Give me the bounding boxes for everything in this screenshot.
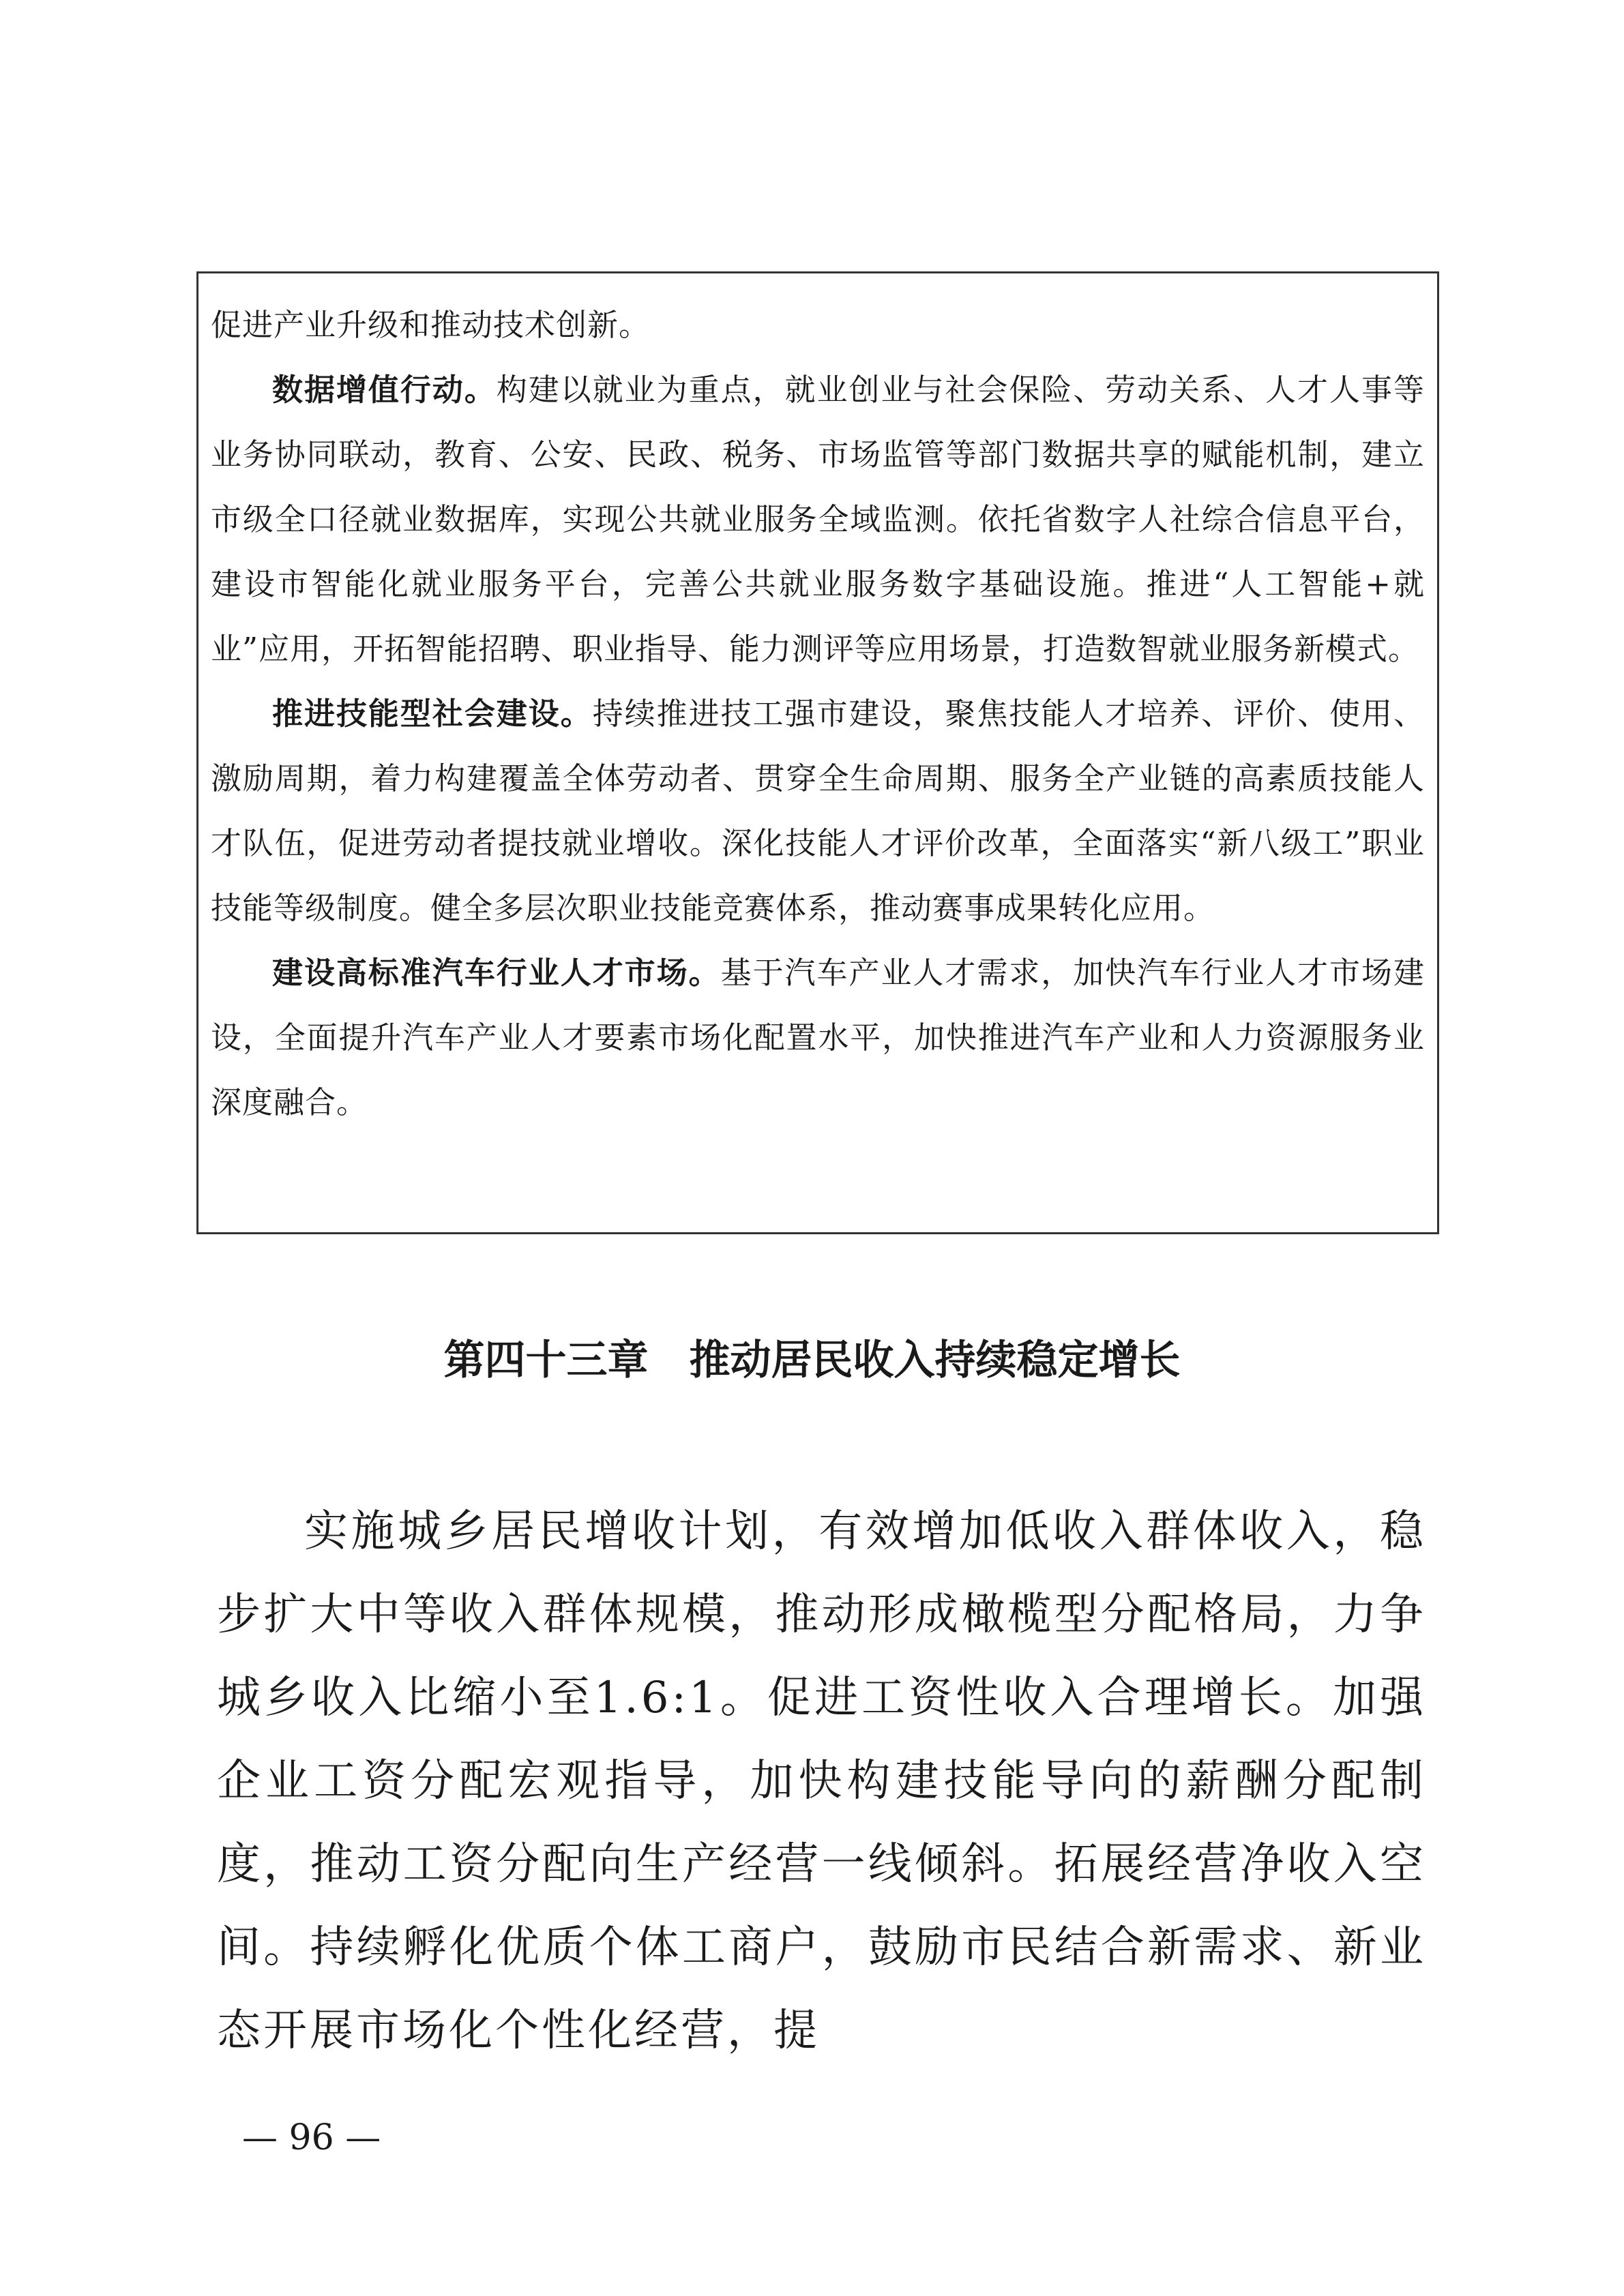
box-paragraph-4 (211, 940, 1425, 1135)
box-paragraph-2-lead: 数据增值行动。 (272, 372, 497, 408)
box-paragraph-3 (211, 681, 1425, 940)
box-paragraph-3-text: 持续推进技工强市建设，聚焦技能人才培养、评价、使用、激励周期，着力构建覆盖全体劳动者、贯穿全生命周期、服务全产业链的高素质技能人才队伍，促进劳动者提技就业增收。深化技能人才评价改革，全面落实“新八级工”职业技能等级制度。健全多层次职业技能竞赛体系，推动赛事成果转化应用。 (211, 696, 1425, 926)
box-paragraph-2 (211, 357, 1425, 681)
box-paragraph-1-text: 促进产业升级和推动技术创新。 (211, 307, 651, 343)
boxed-text-panel (196, 271, 1439, 1234)
box-paragraph-1 (211, 293, 1425, 357)
box-paragraph-2-text: 构建以就业为重点，就业创业与社会保险、劳动关系、人才人事等业务协同联动，教育、公安、民政、税务、市场监管等部门数据共享的赋能机制，建立市级全口径就业数据库，实现公共就业服务全域监测。依托省数字人社综合信息平台，建设市智能化就业服务平台，完善公共就业服务数字基础设施。推进“人工智能+就业”应用，开拓智能招聘、职业指导、能力测评等应用场景，打造数智就业服务新模式。 (211, 372, 1425, 667)
box-paragraph-4-text: 基于汽车产业人才需求，加快汽车行业人才市场建设，全面提升汽车产业人才要素市场化配置水平，加快推进汽车产业和人力资源服务业深度融合。 (211, 955, 1425, 1120)
page-number: — 96 — (242, 2117, 381, 2158)
body-paragraph: 实施城乡居民增收计划，有效增加低收入群体收入，稳步扩大中等收入群体规模，推动形成橄榄型分配格局，力争城乡收入比缩小至1.6:1。促进工资性收入合理增长。加强企业工资分配宏观指导，加快构建技能导向的薪酬分配制度，推动工资分配向生产经营一线倾斜。拓展经营净收入空间。持续孵化优质个体工商户，鼓励市民结合新需求、新业态开展市场化个性化经营，提 (217, 1506, 1426, 2056)
box-paragraph-3-lead: 推进技能型社会建设。 (272, 696, 593, 732)
chapter-title: 第四十三章 推动居民收入持续稳定增长 (443, 1337, 1181, 1384)
box-paragraph-4-lead: 建设高标准汽车行业人才市场。 (272, 955, 721, 991)
